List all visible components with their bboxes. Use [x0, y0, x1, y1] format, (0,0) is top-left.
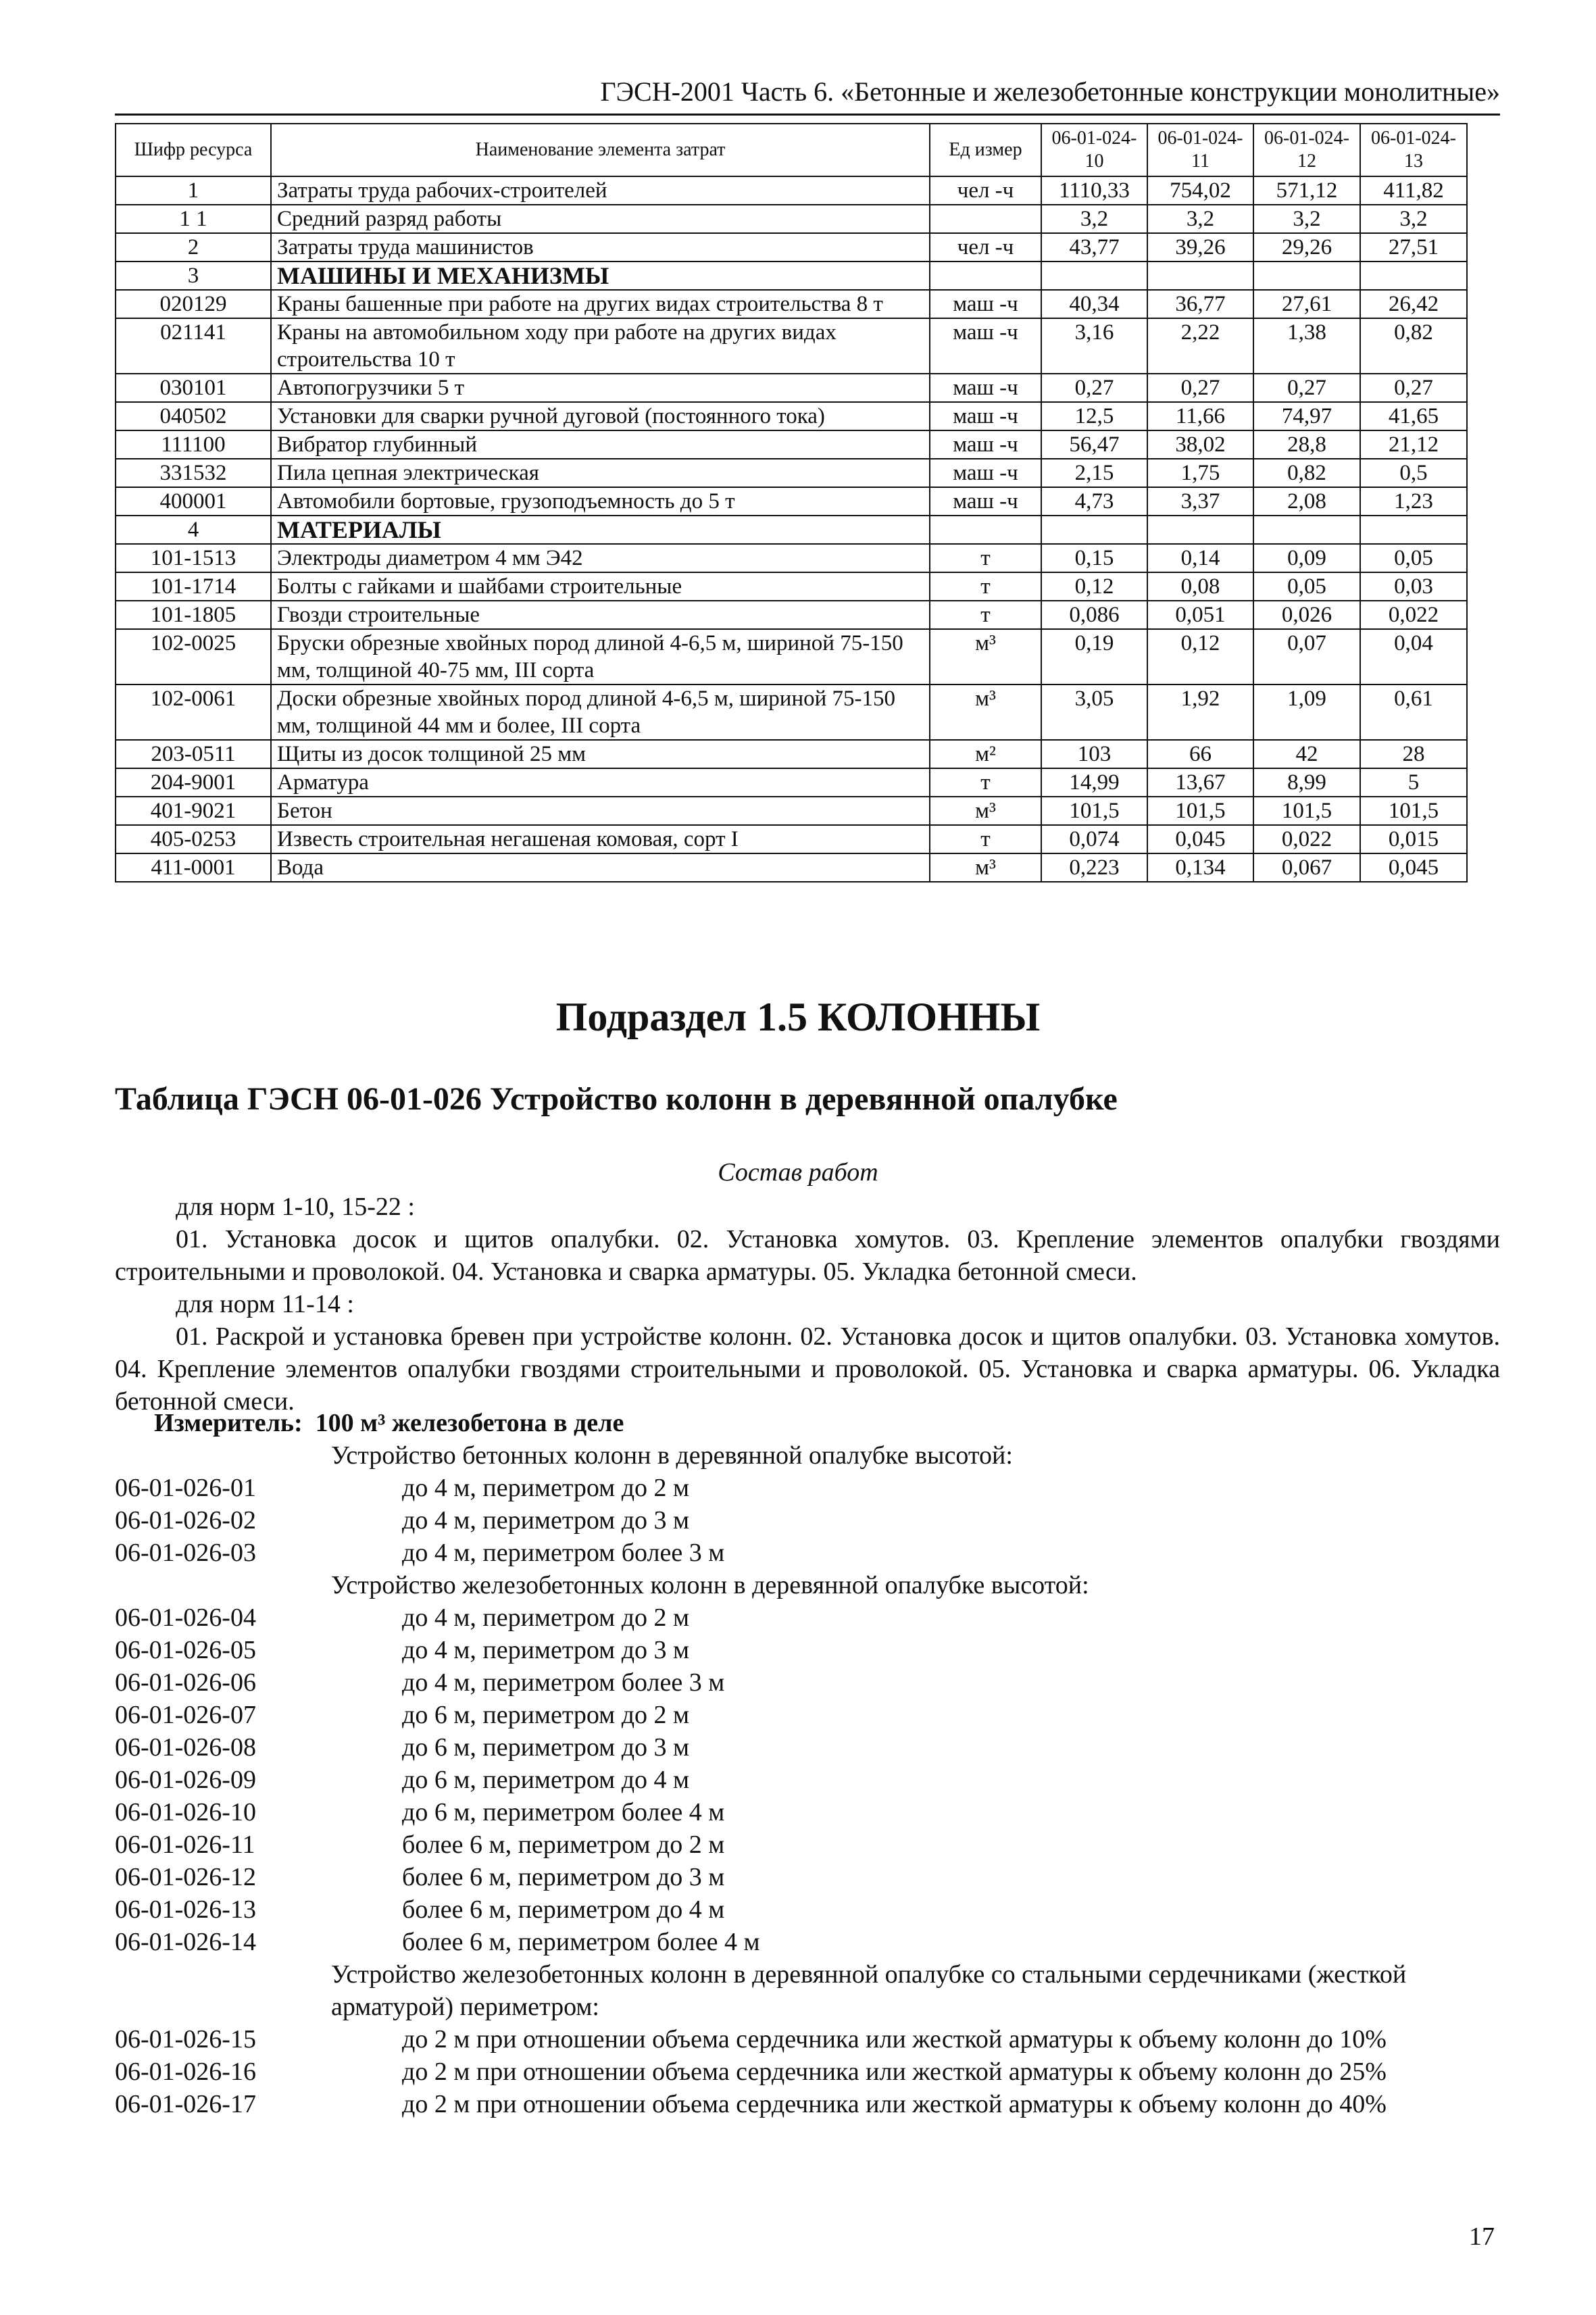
table-row: [116, 290, 1467, 318]
cell-name: Вода: [271, 853, 930, 882]
cell-value: 56,47: [1041, 430, 1147, 459]
table-section-row: [116, 262, 1467, 290]
cell-value: 13,67: [1147, 768, 1253, 797]
cell-value: 0,074: [1041, 825, 1147, 853]
header-col: 06-01-024-12: [1253, 124, 1360, 176]
cell-value: 27,51: [1360, 233, 1467, 262]
norm-item: [115, 2088, 1507, 2120]
cell-empty: [1253, 262, 1360, 290]
cell-value: 27,61: [1253, 290, 1360, 318]
works-paragraph-1: 01. Установка досок и щитов опалубки. 02. Установка хомутов. 03. Крепление элементов опалубки гвоздями строительными и проволокой. 04. Установка и сварка арматуры. 05. Укладка бетонной смеси.: [115, 1225, 1500, 1286]
norm-code: 06-01-026-01: [115, 1474, 256, 1502]
cell-value: 0,134: [1147, 853, 1253, 882]
cell-value: 36,77: [1147, 290, 1253, 318]
cell-value: 14,99: [1041, 768, 1147, 797]
cell-value: 26,42: [1360, 290, 1467, 318]
cell-name: МАТЕРИАЛЫ: [271, 516, 930, 544]
cell-value: 0,026: [1253, 601, 1360, 629]
norm-description: более 6 м, периметром до 2 м: [402, 1831, 725, 1859]
cell-value: 0,086: [1041, 601, 1147, 629]
cell-value: 3,05: [1041, 684, 1147, 740]
cell-code: 203-0511: [116, 740, 271, 768]
cell-value: 0,223: [1041, 853, 1147, 882]
cell-unit: м³: [930, 684, 1041, 740]
cell-value: 28,8: [1253, 430, 1360, 459]
table-row: [116, 318, 1467, 374]
cell-name: Средний разряд работы: [271, 205, 930, 233]
cell-value: 0,022: [1253, 825, 1360, 853]
cell-code: 401-9021: [116, 797, 271, 825]
cell-value: 0,12: [1147, 629, 1253, 684]
norms-list: [115, 1439, 1507, 2120]
cell-empty: [1360, 262, 1467, 290]
cell-name: Щиты из досок толщиной 25 мм: [271, 740, 930, 768]
table-row: [116, 740, 1467, 768]
norm-item: [115, 1537, 1507, 1569]
cell-value: 0,27: [1147, 374, 1253, 402]
cell-unit: м³: [930, 853, 1041, 882]
cell-value: 0,045: [1147, 825, 1253, 853]
cell-value: 3,16: [1041, 318, 1147, 374]
cell-value: 0,5: [1360, 459, 1467, 487]
cell-code: 101-1805: [116, 601, 271, 629]
header-name: Наименование элемента затрат: [271, 124, 930, 176]
norm-code: 06-01-026-08: [115, 1733, 256, 1762]
page-number: 17: [1469, 2222, 1495, 2251]
norm-code: 06-01-026-15: [115, 2025, 256, 2053]
header-col: 06-01-024-11: [1147, 124, 1253, 176]
cell-unit: маш -ч: [930, 374, 1041, 402]
norms-scope-2: для норм 11-14 :: [176, 1290, 354, 1318]
cell-value: 66: [1147, 740, 1253, 768]
cell-name: Автопогрузчики 5 т: [271, 374, 930, 402]
norm-code: 06-01-026-03: [115, 1539, 256, 1567]
cell-value: 0,27: [1041, 374, 1147, 402]
subsection-title: Подраздел 1.5 КОЛОННЫ: [555, 995, 1041, 1039]
cell-value: 101,5: [1147, 797, 1253, 825]
cell-name: Болты с гайками и шайбами строительные: [271, 572, 930, 601]
cell-unit: маш -ч: [930, 402, 1041, 430]
cell-value: 0,03: [1360, 572, 1467, 601]
norm-description: до 2 м при отношении объема сердечника или жесткой арматуры к объему колонн до 25%: [402, 2058, 1387, 2086]
norm-item: [115, 1504, 1507, 1537]
norm-description: до 6 м, периметром до 2 м: [402, 1701, 690, 1729]
norm-description: до 6 м, периметром до 3 м: [402, 1733, 690, 1762]
norm-code: 06-01-026-10: [115, 1798, 256, 1826]
measure-label: Измеритель:: [154, 1409, 303, 1437]
table-row: [116, 797, 1467, 825]
norm-item: [115, 1893, 1507, 1926]
cell-code: 102-0025: [116, 629, 271, 684]
cell-empty: [930, 262, 1041, 290]
norm-code: 06-01-026-13: [115, 1895, 256, 1924]
cell-name: Известь строительная негашеная комовая, сорт I: [271, 825, 930, 853]
cell-value: 0,15: [1041, 544, 1147, 572]
norm-code: 06-01-026-09: [115, 1766, 256, 1794]
header-col: 06-01-024-10: [1041, 124, 1147, 176]
norm-code: 06-01-026-06: [115, 1668, 256, 1697]
table-row: [116, 684, 1467, 740]
cell-value: 3,37: [1147, 487, 1253, 516]
norm-description: более 6 м, периметром более 4 м: [402, 1928, 760, 1956]
cell-value: 0,022: [1360, 601, 1467, 629]
cell-code: 411-0001: [116, 853, 271, 882]
cell-value: 0,82: [1253, 459, 1360, 487]
table-row: [116, 459, 1467, 487]
norm-item: [115, 1926, 1507, 1958]
norm-item: [115, 2056, 1507, 2088]
cell-value: 28: [1360, 740, 1467, 768]
table-header-row: [116, 124, 1467, 176]
norm-code: 06-01-026-12: [115, 1863, 256, 1891]
resource-table: [115, 123, 1468, 882]
cell-code: 204-9001: [116, 768, 271, 797]
cell-unit: м³: [930, 629, 1041, 684]
table-row: [116, 825, 1467, 853]
table-row: [116, 233, 1467, 262]
cell-code: 4: [116, 516, 271, 544]
cell-empty: [1147, 262, 1253, 290]
cell-value: 103: [1041, 740, 1147, 768]
norm-description: до 2 м при отношении объема сердечника или жесткой арматуры к объему колонн до 40%: [402, 2090, 1387, 2118]
works-paragraph-2: 01. Раскрой и установка бревен при устройстве колонн. 02. Установка досок и щитов опалубки. 03. Установка хомутов. 04. Крепление элементов опалубки гвоздями строительными и проволокой. 05. Установка и сварка арматуры. 06. Укладка бетонной смеси.: [115, 1322, 1500, 1416]
cell-code: 030101: [116, 374, 271, 402]
norm-code: 06-01-026-04: [115, 1603, 256, 1632]
cell-name: Электроды диаметром 4 мм Э42: [271, 544, 930, 572]
table-row: [116, 176, 1467, 205]
cell-value: 5: [1360, 768, 1467, 797]
cell-value: 3,2: [1360, 205, 1467, 233]
cell-code: 3: [116, 262, 271, 290]
table-row: [116, 601, 1467, 629]
norm-description: более 6 м, периметром до 3 м: [402, 1863, 725, 1891]
table-row: [116, 629, 1467, 684]
cell-value: 0,82: [1360, 318, 1467, 374]
cell-unit: маш -ч: [930, 290, 1041, 318]
cell-value: 8,99: [1253, 768, 1360, 797]
norm-item: [115, 1796, 1507, 1828]
cell-empty: [1253, 516, 1360, 544]
table-row: [116, 205, 1467, 233]
norm-item: [115, 1828, 1507, 1861]
norm-item: [115, 1861, 1507, 1893]
cell-value: 0,19: [1041, 629, 1147, 684]
norm-item: [115, 1666, 1507, 1699]
cell-value: 0,08: [1147, 572, 1253, 601]
cell-empty: [1041, 516, 1147, 544]
cell-value: 1,92: [1147, 684, 1253, 740]
cell-value: 3,2: [1147, 205, 1253, 233]
norm-group-heading: Устройство железобетонных колонн в деревянной опалубке высотой:: [331, 1571, 1089, 1599]
norm-code: 06-01-026-17: [115, 2090, 256, 2118]
norm-item: [115, 1634, 1507, 1666]
cell-value: 1,09: [1253, 684, 1360, 740]
norm-description: до 6 м, периметром более 4 м: [402, 1798, 725, 1826]
cell-value: 40,34: [1041, 290, 1147, 318]
norm-description: до 2 м при отношении объема сердечника или жесткой арматуры к объему колонн до 10%: [402, 2025, 1387, 2053]
cell-empty: [1147, 516, 1253, 544]
cell-unit: чел -ч: [930, 233, 1041, 262]
norm-group-heading: Устройство бетонных колонн в деревянной опалубке высотой:: [331, 1441, 1013, 1470]
cell-code: 111100: [116, 430, 271, 459]
norm-item: [115, 2023, 1507, 2056]
cell-value: 0,05: [1253, 572, 1360, 601]
cell-unit: маш -ч: [930, 487, 1041, 516]
cell-value: 0,09: [1253, 544, 1360, 572]
cell-value: 0,27: [1360, 374, 1467, 402]
cell-unit: маш -ч: [930, 459, 1041, 487]
cell-value: 38,02: [1147, 430, 1253, 459]
cell-value: 0,61: [1360, 684, 1467, 740]
cell-name: Установки для сварки ручной дуговой (постоянного тока): [271, 402, 930, 430]
table-body: [116, 176, 1467, 882]
cell-name: Вибратор глубинный: [271, 430, 930, 459]
norm-code: 06-01-026-11: [115, 1831, 255, 1859]
cell-unit: м²: [930, 740, 1041, 768]
cell-value: 3,2: [1253, 205, 1360, 233]
cell-value: 0,27: [1253, 374, 1360, 402]
table-row: [116, 572, 1467, 601]
cell-value: 74,97: [1253, 402, 1360, 430]
cell-value: 43,77: [1041, 233, 1147, 262]
cell-value: 1,23: [1360, 487, 1467, 516]
norm-group-heading: Устройство железобетонных колонн в деревянной опалубке со стальными сердечниками (жесткой арматурой) периметром:: [331, 1960, 1407, 2021]
cell-value: 101,5: [1360, 797, 1467, 825]
cell-name: Бруски обрезные хвойных пород длиной 4-6,5 м, шириной 75-150 мм, толщиной 40-75 мм, III сорта: [271, 629, 930, 684]
table-row: [116, 487, 1467, 516]
cell-unit: т: [930, 544, 1041, 572]
cell-value: 11,66: [1147, 402, 1253, 430]
norm-item: [115, 1699, 1507, 1731]
table-row: [116, 430, 1467, 459]
cell-unit: маш -ч: [930, 318, 1041, 374]
cell-unit: [930, 205, 1041, 233]
cell-name: Затраты труда машинистов: [271, 233, 930, 262]
running-header: ГЭСН-2001 Часть 6. «Бетонные и железобетонные конструкции монолитные»: [115, 74, 1500, 116]
cell-unit: чел -ч: [930, 176, 1041, 205]
table-title: Таблица ГЭСН 06-01-026 Устройство колонн в деревянной опалубке: [115, 1081, 1118, 1117]
cell-value: 1,38: [1253, 318, 1360, 374]
cell-value: 0,07: [1253, 629, 1360, 684]
table-row: [116, 853, 1467, 882]
table-section-row: [116, 516, 1467, 544]
cell-value: 0,051: [1147, 601, 1253, 629]
cell-value: 1110,33: [1041, 176, 1147, 205]
norm-description: более 6 м, периметром до 4 м: [402, 1895, 725, 1924]
cell-value: 41,65: [1360, 402, 1467, 430]
cell-name: Доски обрезные хвойных пород длиной 4-6,5 м, шириной 75-150 мм, толщиной 44 мм и более, III сорта: [271, 684, 930, 740]
cell-value: 42: [1253, 740, 1360, 768]
cell-value: 0,04: [1360, 629, 1467, 684]
cell-code: 1: [116, 176, 271, 205]
table-row: [116, 374, 1467, 402]
cell-value: 1,75: [1147, 459, 1253, 487]
table-row: [116, 402, 1467, 430]
table-row: [116, 768, 1467, 797]
cell-value: 101,5: [1041, 797, 1147, 825]
norm-code: 06-01-026-02: [115, 1506, 256, 1535]
cell-unit: маш -ч: [930, 430, 1041, 459]
cell-code: 2: [116, 233, 271, 262]
cell-code: 101-1513: [116, 544, 271, 572]
norm-description: до 4 м, периметром до 3 м: [402, 1506, 690, 1535]
norm-description: до 4 м, периметром более 3 м: [402, 1539, 725, 1567]
norm-code: 06-01-026-07: [115, 1701, 256, 1729]
cell-value: 0,045: [1360, 853, 1467, 882]
cell-value: 0,067: [1253, 853, 1360, 882]
cell-unit: т: [930, 601, 1041, 629]
norm-description: до 4 м, периметром до 2 м: [402, 1603, 690, 1632]
cell-value: 571,12: [1253, 176, 1360, 205]
header-code: Шифр ресурса: [116, 124, 271, 176]
cell-value: 4,73: [1041, 487, 1147, 516]
norm-code: 06-01-026-14: [115, 1928, 256, 1956]
cell-name: Бетон: [271, 797, 930, 825]
norm-item: [115, 1472, 1507, 1504]
cell-name: Автомобили бортовые, грузоподъемность до 5 т: [271, 487, 930, 516]
cell-value: 0,12: [1041, 572, 1147, 601]
cell-code: 040502: [116, 402, 271, 430]
cell-unit: т: [930, 768, 1041, 797]
cell-name: Арматура: [271, 768, 930, 797]
cell-code: 102-0061: [116, 684, 271, 740]
cell-value: 2,08: [1253, 487, 1360, 516]
cell-name: Краны на автомобильном ходу при работе на других видах строительства 10 т: [271, 318, 930, 374]
cell-name: Гвозди строительные: [271, 601, 930, 629]
cell-empty: [1360, 516, 1467, 544]
norm-description: до 4 м, периметром до 2 м: [402, 1474, 690, 1502]
norm-description: до 4 м, периметром до 3 м: [402, 1636, 690, 1664]
measure-line: [154, 1407, 624, 1439]
cell-value: 0,05: [1360, 544, 1467, 572]
norm-description: до 4 м, периметром более 3 м: [402, 1668, 725, 1697]
cell-code: 101-1714: [116, 572, 271, 601]
table-row: [116, 544, 1467, 572]
cell-unit: м³: [930, 797, 1041, 825]
cell-name: МАШИНЫ И МЕХАНИЗМЫ: [271, 262, 930, 290]
cell-code: 021141: [116, 318, 271, 374]
cell-value: 2,15: [1041, 459, 1147, 487]
norm-code: 06-01-026-16: [115, 2058, 256, 2086]
measure-value: 100 м³ железобетона в деле: [315, 1409, 624, 1437]
cell-value: 29,26: [1253, 233, 1360, 262]
cell-name: Пила цепная электрическая: [271, 459, 930, 487]
norm-description: до 6 м, периметром до 4 м: [402, 1766, 690, 1794]
cell-code: 331532: [116, 459, 271, 487]
cell-value: 411,82: [1360, 176, 1467, 205]
cell-value: 12,5: [1041, 402, 1147, 430]
header-col: 06-01-024-13: [1360, 124, 1467, 176]
cell-name: Затраты труда рабочих-строителей: [271, 176, 930, 205]
cell-value: 39,26: [1147, 233, 1253, 262]
cell-value: 21,12: [1360, 430, 1467, 459]
norms-scope-1: для норм 1-10, 15-22 :: [176, 1193, 415, 1221]
cell-value: 2,22: [1147, 318, 1253, 374]
cell-value: 101,5: [1253, 797, 1360, 825]
cell-code: 405-0253: [116, 825, 271, 853]
norm-item: [115, 1731, 1507, 1764]
cell-value: 0,14: [1147, 544, 1253, 572]
cell-value: 0,015: [1360, 825, 1467, 853]
cell-name: Краны башенные при работе на других видах строительства 8 т: [271, 290, 930, 318]
header-unit: Ед измер: [930, 124, 1041, 176]
cell-code: 1 1: [116, 205, 271, 233]
cell-code: 020129: [116, 290, 271, 318]
cell-empty: [930, 516, 1041, 544]
norm-item: [115, 1764, 1507, 1796]
cell-code: 400001: [116, 487, 271, 516]
cell-value: 3,2: [1041, 205, 1147, 233]
norm-code: 06-01-026-05: [115, 1636, 256, 1664]
cell-value: 754,02: [1147, 176, 1253, 205]
cell-unit: т: [930, 572, 1041, 601]
works-heading: Состав работ: [718, 1158, 878, 1187]
cell-unit: т: [930, 825, 1041, 853]
cell-empty: [1041, 262, 1147, 290]
norm-item: [115, 1601, 1507, 1634]
